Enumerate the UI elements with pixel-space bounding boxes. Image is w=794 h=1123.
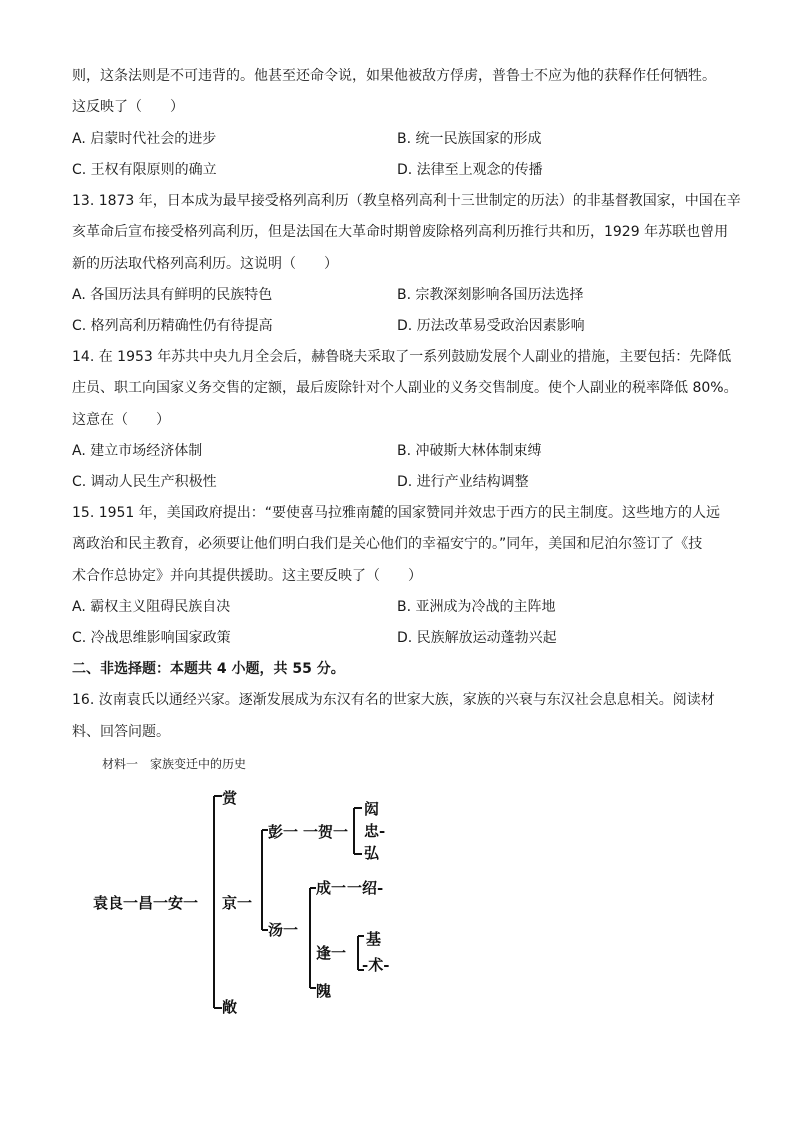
q15-option-d[interactable]: D. 民族解放运动蓬勃兴起	[397, 630, 557, 646]
q13-option-a[interactable]: A. 各国历法具有鲜明的民族特色	[72, 287, 273, 303]
tree-node-hong1: 闳	[364, 800, 380, 818]
tree-node-jing: 京一	[222, 894, 253, 912]
q12-text-line2: 这反映了（ ）	[72, 99, 184, 115]
section2-heading: 二、非选择题：本题共 4 小题，共 55 分。	[72, 661, 345, 677]
tree-root-chain: 袁良一昌一安一	[93, 894, 199, 912]
q13-option-b[interactable]: B. 宗教深刻影响各国历法选择	[397, 287, 584, 303]
q13-text-line1: 13. 1873 年，日本成为最早接受格列高利历（教皇格列高利十三世制定的历法）的非基督教国家，中国在辛	[72, 193, 741, 209]
q14-option-b[interactable]: B. 冲破斯大林体制束缚	[397, 443, 542, 459]
q12-text-line1: 则，这条法则是不可违背的。他甚至还命令说，如果他被敌方俘虏，普鲁士不应为他的获释作任何牺牲。	[72, 68, 716, 84]
q15-text-line1: 15. 1951 年，美国政府提出：“要使喜马拉雅南麓的国家赞同并效忠于西方的民主制度。这些地方的人远	[72, 505, 721, 521]
q12-option-d[interactable]: D. 法律至上观念的传播	[397, 162, 543, 178]
tree-node-cheng: 成一	[316, 879, 347, 897]
q13-option-c[interactable]: C. 格列高利历精确性仍有待提高	[72, 318, 273, 334]
tree-node-peng: 彭一	[268, 823, 299, 841]
q14-text-line1: 14. 在 1953 年苏共中央九月全会后，赫鲁晓夫采取了一系列鼓励发展个人副业的措施，主要包括：先降低	[72, 349, 732, 365]
q14-text-line2: 庄员、职工向国家义务交售的定额，最后废除针对个人副业的义务交售制度。使个人副业的税率降低 80%。	[72, 380, 738, 396]
tree-node-shao: 一绍-	[347, 879, 384, 897]
q13-option-d[interactable]: D. 历法改革易受政治因素影响	[397, 318, 585, 334]
tree-node-shang: 赏	[222, 789, 238, 807]
tree-node-ji: 基	[366, 930, 382, 948]
tree-node-chang: 敞	[222, 998, 238, 1016]
tree-node-he: 一贺一	[303, 823, 349, 841]
tree-node-zhong: 忠-	[364, 822, 386, 840]
q14-option-c[interactable]: C. 调动人民生产积极性	[72, 474, 217, 490]
q15-text-line2: 离政治和民主教育，必须要让他们明白我们是关心他们的幸福安宁的。”同年，美国和尼泊尔签订了《技	[72, 536, 703, 552]
tree-node-shu: -术-	[362, 956, 390, 974]
q12-option-b[interactable]: B. 统一民族国家的形成	[397, 131, 542, 147]
q13-text-line3: 新的历法取代格列高利历。这说明（ ）	[72, 256, 338, 272]
q15-option-b[interactable]: B. 亚洲成为冷战的主阵地	[397, 599, 556, 615]
q16-text-line2: 料、回答问题。	[72, 724, 170, 740]
q14-text-line3: 这意在（ ）	[72, 412, 170, 428]
q15-text-line3: 术合作总协定》并向其提供援助。这主要反映了（ ）	[72, 568, 422, 584]
tree-node-hong2: 弘	[364, 844, 380, 862]
family-tree-diagram	[0, 780, 794, 1030]
q13-text-line2: 亥革命后宣布接受格列高利历，但是法国在大革命时期曾废除格列高利历推行共和历，1929 年苏联也曾用	[72, 224, 729, 240]
q15-option-a[interactable]: A. 霸权主义阻碍民族自决	[72, 599, 231, 615]
tree-node-feng: 逢一	[316, 944, 347, 962]
q14-option-a[interactable]: A. 建立市场经济体制	[72, 443, 203, 459]
material-one-caption: 材料一 家族变迁中的历史	[102, 757, 247, 771]
q12-option-a[interactable]: A. 启蒙时代社会的进步	[72, 131, 217, 147]
q14-option-d[interactable]: D. 进行产业结构调整	[397, 474, 529, 490]
q15-option-c[interactable]: C. 冷战思维影响国家政策	[72, 630, 231, 646]
tree-node-tang: 汤一	[268, 921, 299, 939]
tree-node-wei: 隗	[316, 982, 332, 1000]
q12-option-c[interactable]: C. 王权有限原则的确立	[72, 162, 217, 178]
q16-text-line1: 16. 汝南袁氏以通经兴家。逐渐发展成为东汉有名的世家大族，家族的兴衰与东汉社会息息相关。阅读材	[72, 692, 715, 708]
